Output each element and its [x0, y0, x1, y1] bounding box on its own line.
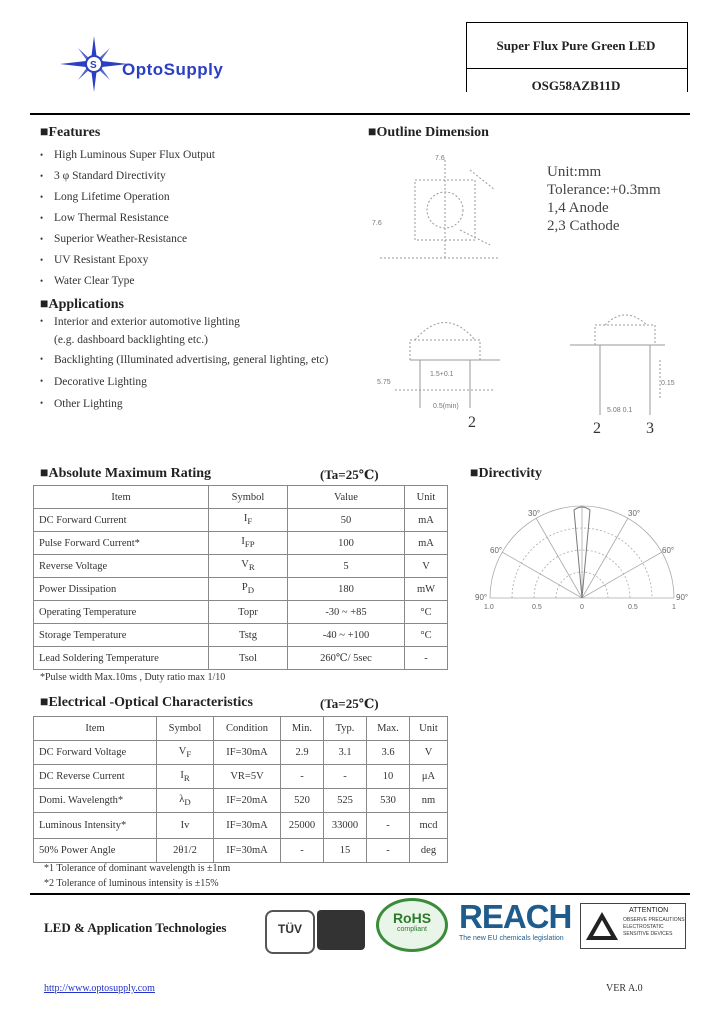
list-item: • Interior and exterior automotive lighting [40, 316, 240, 328]
abs-max-condition: (Ta=25℃) [320, 467, 379, 482]
svg-text:5.08 0.1: 5.08 0.1 [607, 407, 633, 414]
pin-label: 3 [646, 420, 654, 437]
square-bullet-icon: ■ [470, 466, 479, 481]
outline-heading: ■Outline Dimension [368, 125, 489, 140]
pin-label: 2 [593, 420, 601, 437]
table-header-row: Item Symbol Value Unit [34, 486, 448, 509]
svg-text:30°: 30° [628, 509, 641, 518]
table-row: Lead Soldering Temperature Tsol 260℃/ 5sec - [34, 647, 448, 670]
list-item: • Decorative Lighting [40, 376, 147, 388]
svg-text:90°: 90° [475, 593, 488, 602]
list-item: • Backlighting (Illuminated advertising, general lighting, etc) [40, 354, 329, 366]
list-item: • High Luminous Super Flux Output [36, 145, 356, 166]
electro-heading: ■Electrical -Optical Characteristics [40, 695, 253, 710]
features-heading: ■Features [40, 125, 101, 140]
pin-label: 2 [468, 414, 476, 431]
square-bullet-icon: ■ [40, 297, 49, 312]
applications-list [36, 316, 366, 418]
tuv-cert-icon: TÜV [278, 922, 302, 936]
outline-unit-text: Unit:mm Tolerance:+0.3mm 1,4 Anode 2,3 Cathode [547, 164, 661, 234]
svg-text:0.5(min): 0.5(min) [433, 403, 459, 410]
table-row: DC Forward Current $I_F$ 50 mA [34, 509, 448, 532]
svg-text:0: 0 [580, 604, 584, 611]
svg-text:1.5+0.1: 1.5+0.1 [430, 371, 454, 378]
reach-icon: REACH [459, 898, 572, 935]
list-item: • Superior Weather-Resistance [36, 229, 356, 250]
electro-condition: (Ta=25℃) [320, 696, 379, 711]
square-bullet-icon: ■ [368, 125, 377, 140]
list-item: • Other Lighting [40, 398, 123, 410]
title-box-mid [466, 68, 687, 69]
footer-divider [30, 893, 690, 895]
brand-name: OptoSupply [122, 60, 224, 79]
esd-attention-badge: ATTENTION OBSERVE PRECAUTIONS ELECTROSTATIC SENSITIVE DEVICES [580, 903, 686, 949]
electro-table [33, 716, 448, 863]
tuv-cert-badge [265, 910, 315, 954]
header-divider [30, 113, 690, 115]
svg-text:60°: 60° [490, 546, 503, 555]
svg-text:0.5: 0.5 [532, 604, 542, 611]
title-box-top [466, 22, 687, 23]
square-bullet-icon: ■ [40, 125, 49, 140]
svg-text:S: S [90, 60, 97, 71]
outline-top-view-drawing [370, 150, 520, 265]
product-title: Super Flux Pure Green LED [496, 38, 656, 53]
table-row: Pulse Forward Current* $I_{FP}$ 100 mA [34, 532, 448, 555]
list-item: • UV Resistant Epoxy [36, 250, 356, 271]
electro-note: *1 Tolerance of dominant wavelength is ±1nm [44, 863, 231, 874]
part-number: OSG58AZB11D [531, 78, 621, 93]
table-row: Power Dissipation $P_D$ 180 mW [34, 578, 448, 601]
electro-note: *2 Tolerance of luminous intensity is ±15% [44, 878, 219, 889]
svg-text:30°: 30° [528, 509, 541, 518]
rohs-icon: RoHS [392, 910, 432, 926]
outline-side-view-drawing [375, 290, 515, 420]
table-header-row: Item Symbol Condition Min. Typ. Max. Unit [34, 717, 448, 741]
list-item: • Water Clear Type [36, 271, 356, 292]
svg-text:5.75: 5.75 [377, 379, 391, 386]
outline-front-view-drawing [555, 290, 675, 420]
table-row: Storage Temperature Tstg -40 ~ +100 °C [34, 624, 448, 647]
table-row: 50% Power Angle 2θ1/2 IF=30mA - 15 - deg [34, 839, 448, 863]
abs-max-heading: ■Absolute Maximum Rating [40, 466, 212, 481]
directivity-polar-chart [470, 488, 695, 613]
version-label: VER A.0 [606, 983, 643, 994]
list-item: • Long Lifetime Operation [36, 187, 356, 208]
svg-text:7.6: 7.6 [435, 155, 445, 162]
table-row: DC Reverse Current $I_R$ VR=5V - - 10 μA [34, 765, 448, 789]
square-bullet-icon: ■ [40, 466, 49, 481]
certificate-icon [317, 910, 365, 950]
table-row: Reverse Voltage $V_R$ 5 V [34, 555, 448, 578]
abs-max-note: *Pulse width Max.10ms , Duty ratio max 1/10 [40, 672, 226, 683]
list-item: • Low Thermal Resistance [36, 208, 356, 229]
svg-text:1: 1 [672, 604, 676, 611]
company-name: LED & Application Technologies [44, 920, 227, 935]
table-row: Operating Temperature Topr -30 ~ +85 °C [34, 601, 448, 624]
table-row: DC Forward Voltage $V_F$ I​F=30mA 2.9 3.1 3.6 V [34, 741, 448, 765]
website-link[interactable]: http://www.optosupply.com [44, 983, 155, 994]
svg-text:7.6: 7.6 [372, 220, 382, 227]
features-list [36, 145, 356, 292]
list-item: • 3 φ Standard Directivity [36, 166, 356, 187]
applications-heading: ■Applications [40, 297, 124, 312]
svg-text:1.0: 1.0 [484, 604, 494, 611]
esd-warning-icon [585, 910, 619, 942]
table-row: Luminous Intensity* Iv IF=30mA 25000 33000 - mcd [34, 813, 448, 839]
reach-badge: REACH The new EU chemicals legislation [459, 898, 572, 942]
rohs-badge: RoHS compliant [376, 898, 448, 952]
svg-text:60°: 60° [662, 546, 675, 555]
list-item: (e.g. dashboard backlighting etc.) [54, 334, 208, 346]
table-row: Domi. Wavelength* $\lambda_D$ IF=20mA 520 525 530 nm [34, 789, 448, 813]
svg-text:90°: 90° [676, 593, 689, 602]
svg-text:0.15: 0.15 [661, 380, 675, 387]
directivity-heading: ■Directivity [470, 466, 542, 481]
abs-max-table [33, 485, 448, 670]
square-bullet-icon: ■ [40, 695, 49, 710]
svg-text:0.5: 0.5 [628, 604, 638, 611]
